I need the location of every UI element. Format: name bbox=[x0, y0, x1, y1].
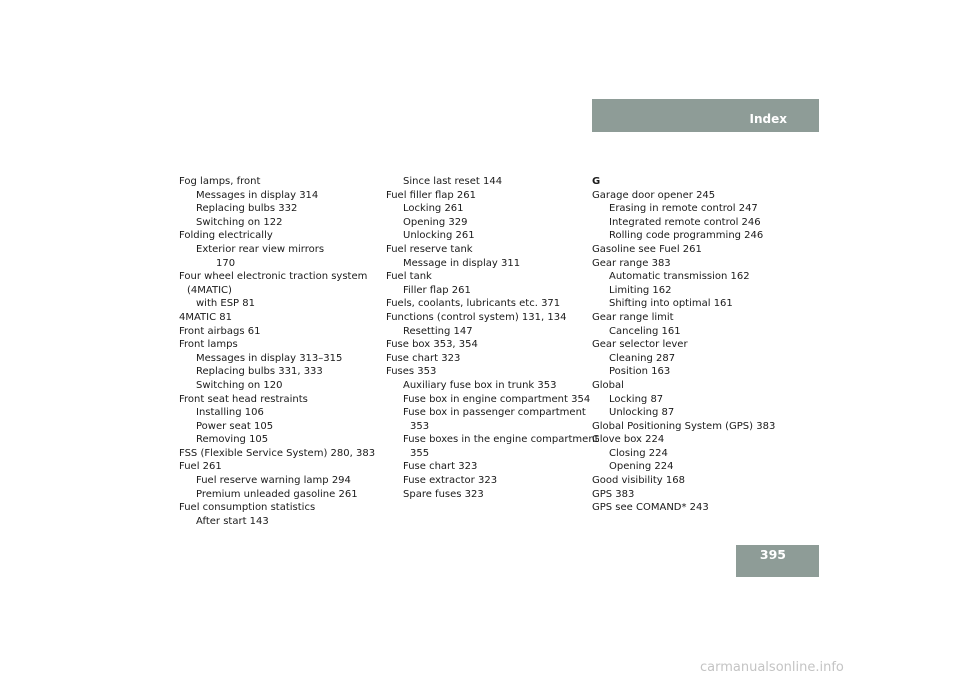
index-subentry: Premium unleaded gasoline 261 bbox=[196, 488, 358, 500]
index-subentry: Unlocking 261 bbox=[403, 230, 475, 242]
index-entry: Folding electrically bbox=[179, 230, 273, 242]
index-entry: Fuel tank bbox=[386, 271, 432, 283]
index-subentry: Fuel reserve warning lamp 294 bbox=[196, 475, 351, 487]
index-entry: Functions (control system) 131, 134 bbox=[386, 311, 567, 323]
section-header-tab bbox=[592, 99, 819, 132]
index-entry: Gear range limit bbox=[592, 311, 674, 323]
index-entry: Fuse box 353, 354 bbox=[386, 339, 478, 351]
index-subentry: with ESP 81 bbox=[196, 298, 255, 310]
index-entry: Front lamps bbox=[179, 339, 238, 351]
index-subentry: 353 bbox=[410, 420, 430, 432]
index-subentry: Resetting 147 bbox=[403, 325, 473, 337]
index-entry: Fog lamps, front bbox=[179, 176, 261, 187]
index-entry: Gasoline see Fuel 261 bbox=[592, 243, 702, 255]
index-subentry: Opening 329 bbox=[403, 216, 468, 228]
index-entry: GPS see COMAND* 243 bbox=[592, 502, 709, 514]
index-entry: Garage door opener 245 bbox=[592, 189, 716, 201]
index-subentry: Automatic transmission 162 bbox=[609, 271, 750, 283]
index-subentry: Messages in display 314 bbox=[196, 189, 319, 201]
index-subentry: Integrated remote control 246 bbox=[609, 216, 761, 228]
index-subentry: Exterior rear view mirrors bbox=[196, 243, 325, 255]
index-subentry: Spare fuses 323 bbox=[403, 488, 484, 500]
index-subentry: Power seat 105 bbox=[196, 420, 274, 432]
index-entry: 4MATIC 81 bbox=[179, 311, 232, 323]
index-subentry: After start 143 bbox=[196, 515, 269, 527]
index-subentry: Closing 224 bbox=[609, 447, 668, 459]
index-subentry: Replacing bulbs 332 bbox=[196, 203, 298, 215]
index-entry: Fuse chart 323 bbox=[386, 352, 461, 364]
index-subentry: Canceling 161 bbox=[609, 325, 681, 337]
index-subentry: Messages in display 313–315 bbox=[196, 352, 343, 364]
index-subentry: Fuse boxes in the engine compartment bbox=[403, 434, 599, 446]
index-subentry: Locking 87 bbox=[609, 393, 664, 405]
index-entry: Glove box 224 bbox=[592, 434, 665, 446]
index-entry: Global Positioning System (GPS) 383 bbox=[592, 420, 776, 432]
index-subentry: Removing 105 bbox=[196, 434, 269, 446]
index-subentry: Auxiliary fuse box in trunk 353 bbox=[403, 379, 557, 391]
index-subentry: Switching on 122 bbox=[196, 216, 283, 228]
index-subentry: 355 bbox=[410, 447, 430, 459]
index-subentry: Shifting into optimal 161 bbox=[609, 298, 733, 310]
index-subentry: Locking 261 bbox=[403, 203, 464, 215]
index-subentry: Cleaning 287 bbox=[609, 352, 676, 364]
index-subentry: Fuse box in passenger compartment bbox=[403, 407, 586, 419]
index-entry: Fuel 261 bbox=[179, 461, 222, 473]
index-subentry: Fuse chart 323 bbox=[403, 461, 478, 473]
index-entry: Four wheel electronic traction system bbox=[179, 271, 368, 283]
index-subentry: Message in display 311 bbox=[403, 257, 521, 269]
page-number: 395 bbox=[759, 547, 786, 562]
index-subentry: Fuse extractor 323 bbox=[403, 475, 498, 487]
index-entry: FSS (Flexible Service System) 280, 383 bbox=[179, 447, 376, 459]
index-column-3 bbox=[592, 175, 792, 515]
index-entry: Global bbox=[592, 379, 624, 391]
index-subentry: Position 163 bbox=[609, 366, 671, 378]
index-entry: Fuel consumption statistics bbox=[179, 502, 316, 514]
index-subentry: Installing 106 bbox=[196, 407, 264, 419]
index-subentry: Unlocking 87 bbox=[609, 407, 675, 419]
index-entry: Gear range 383 bbox=[592, 257, 671, 269]
index-subentry: Since last reset 144 bbox=[403, 176, 503, 187]
index-column-2 bbox=[386, 175, 599, 501]
index-entry: GPS 383 bbox=[592, 488, 635, 500]
index-entry: Gear selector lever bbox=[592, 339, 688, 351]
index-entry: Fuel filler flap 261 bbox=[386, 189, 476, 201]
index-subentry: Fuse box in engine compartment 354 bbox=[403, 393, 591, 405]
index-letter-heading: G bbox=[592, 176, 601, 187]
index-entry: Fuel reserve tank bbox=[386, 243, 473, 255]
index-entry: Fuses 353 bbox=[386, 366, 437, 378]
index-entry: Fuels, coolants, lubricants etc. 371 bbox=[386, 298, 561, 310]
index-subentry: Erasing in remote control 247 bbox=[609, 203, 758, 215]
index-entry: Front airbags 61 bbox=[179, 325, 261, 337]
index-entry: Good visibility 168 bbox=[592, 475, 685, 487]
index-entry: Front seat head restraints bbox=[179, 393, 308, 405]
index-subentry: Opening 224 bbox=[609, 461, 674, 473]
index-subentry: 170 bbox=[216, 257, 236, 269]
index-subentry: (4MATIC) bbox=[187, 284, 232, 296]
index-subentry: Rolling code programming 246 bbox=[609, 230, 764, 242]
index-column-1 bbox=[179, 175, 379, 528]
index-subentry: Filler flap 261 bbox=[403, 284, 471, 296]
section-title: Index bbox=[749, 112, 787, 126]
index-subentry: Replacing bulbs 331, 333 bbox=[196, 366, 323, 378]
index-subentry: Limiting 162 bbox=[609, 284, 672, 296]
page-number-tab bbox=[736, 545, 819, 577]
watermark-text: carmanualsonline.info bbox=[700, 660, 844, 675]
index-subentry: Switching on 120 bbox=[196, 379, 283, 391]
